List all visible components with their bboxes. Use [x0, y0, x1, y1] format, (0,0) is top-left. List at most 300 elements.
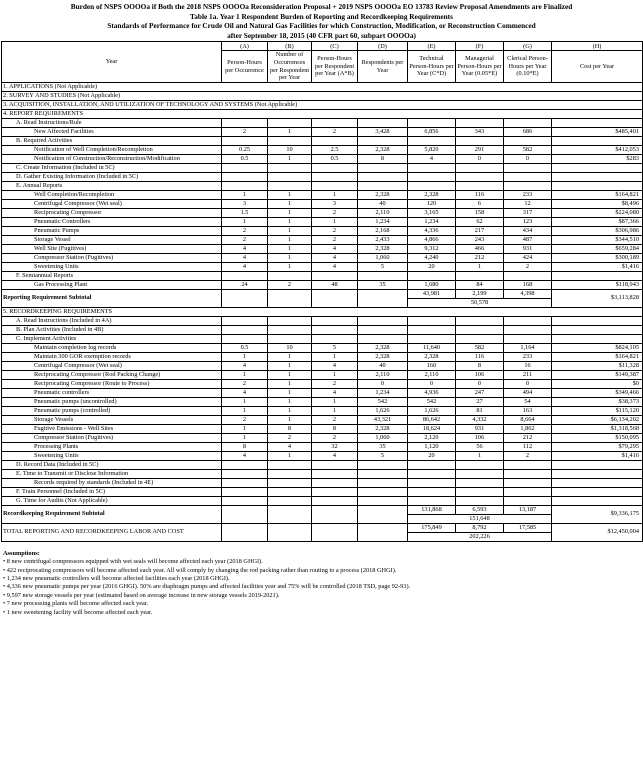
- cell-value: 4,936: [408, 388, 456, 397]
- row-label: A. Read Instructions (Included in 4A): [2, 316, 222, 325]
- cell-value: 123: [504, 217, 552, 226]
- cell-value: 3: [222, 199, 268, 208]
- cell-value: [268, 136, 312, 145]
- table-subtitle-2: after September 18, 2015 (40 CFR part 60, subpart OOOOa): [227, 30, 416, 40]
- empty-cell: [358, 505, 408, 523]
- cell-value: 10: [268, 343, 312, 352]
- cell-value: 2: [312, 235, 358, 244]
- subtotal-row: [2, 523, 643, 532]
- cell-value: 0: [456, 379, 504, 388]
- cell-value: [504, 136, 552, 145]
- cell-value: 211: [504, 370, 552, 379]
- cell-value: [358, 118, 408, 127]
- cell-value: 1: [222, 424, 268, 433]
- cell-value: [504, 478, 552, 487]
- cell-value: 466: [456, 244, 504, 253]
- cell-value: 4: [312, 244, 358, 253]
- cell-value: 2: [312, 379, 358, 388]
- cell-value: 1: [268, 190, 312, 199]
- cell-value: 35: [358, 280, 408, 289]
- cell-value: [358, 271, 408, 280]
- cell-value: 0: [456, 154, 504, 163]
- cell-value: [408, 460, 456, 469]
- table-title: Table 1a. Year 1 Respondent Burden of Reporting and Recordkeeping Requirements: [190, 11, 453, 21]
- cell-value: 56: [456, 442, 504, 451]
- cell-value: 1: [268, 199, 312, 208]
- table-row: [2, 388, 643, 397]
- cell-value: [552, 334, 643, 343]
- empty-cell: [268, 523, 312, 541]
- cell-value: [312, 118, 358, 127]
- cell-value: 434: [504, 226, 552, 235]
- cell-value: 106: [456, 433, 504, 442]
- table-row: [2, 172, 643, 181]
- cell-value: 217: [456, 226, 504, 235]
- cell-value: [222, 460, 268, 469]
- cell-value: 5: [358, 262, 408, 271]
- year-header: Year: [2, 42, 222, 82]
- cell-value: 1: [312, 397, 358, 406]
- cell-value: [358, 478, 408, 487]
- cell-value: $164,821: [552, 190, 643, 199]
- row-label: Compressor Station (Fugitives): [2, 253, 222, 262]
- subtotal-technical: 175,849: [408, 523, 456, 532]
- cell-value: 1: [268, 397, 312, 406]
- cell-value: [222, 316, 268, 325]
- cell-value: 542: [358, 397, 408, 406]
- cell-value: [456, 487, 504, 496]
- table-row: [2, 442, 643, 451]
- subtotal-cost: $9,336,175: [552, 505, 643, 523]
- cell-value: 1: [312, 190, 358, 199]
- cell-value: 12: [504, 199, 552, 208]
- row-label: New Affected Facilities: [2, 127, 222, 136]
- row-label: Well Completion/Recompletion: [2, 190, 222, 199]
- row-label: B. Plan Activities (Included in 4B): [2, 325, 222, 334]
- cell-value: 212: [456, 253, 504, 262]
- cell-value: 0: [504, 154, 552, 163]
- table-row: [2, 82, 643, 91]
- cell-value: 0.5: [222, 343, 268, 352]
- cell-value: [552, 181, 643, 190]
- cell-value: [358, 181, 408, 190]
- cell-value: 291: [456, 145, 504, 154]
- row-label: Records required by standards (Included in 4E): [2, 478, 222, 487]
- cell-value: 3: [312, 199, 358, 208]
- cell-value: $79,295: [552, 442, 643, 451]
- cell-value: $8,496: [552, 199, 643, 208]
- table-row: [2, 181, 643, 190]
- cell-value: $344,510: [552, 235, 643, 244]
- cell-value: [312, 163, 358, 172]
- cell-value: [552, 163, 643, 172]
- cell-value: 2: [222, 415, 268, 424]
- subtotal-label: Reporting Requirement Subtotal: [2, 289, 222, 307]
- row-label: Sweetening Units: [2, 451, 222, 460]
- row-label: C. Create Information (Included in 5C): [2, 163, 222, 172]
- cell-value: 1,626: [358, 406, 408, 415]
- cell-value: [358, 460, 408, 469]
- cell-value: 4: [408, 154, 456, 163]
- cell-value: [312, 136, 358, 145]
- cell-value: [456, 271, 504, 280]
- cell-value: 2: [222, 226, 268, 235]
- cell-value: 160: [408, 361, 456, 370]
- subtotal-managerial: 8,792: [456, 523, 504, 532]
- cell-value: [456, 460, 504, 469]
- cell-value: [504, 334, 552, 343]
- cell-value: [504, 460, 552, 469]
- cell-value: [222, 163, 268, 172]
- cell-value: [222, 136, 268, 145]
- assumption-item: • 1 new sweetening facility will become affected each year.: [3, 608, 153, 616]
- cell-value: [552, 460, 643, 469]
- row-label: Fugitive Emissions - Well Sites: [2, 424, 222, 433]
- cell-value: 163: [504, 406, 552, 415]
- cell-value: 1: [222, 217, 268, 226]
- cell-value: 27: [456, 397, 504, 406]
- cell-value: 931: [456, 424, 504, 433]
- cell-value: [222, 181, 268, 190]
- cell-value: 487: [504, 235, 552, 244]
- subtotal-row: [2, 505, 643, 514]
- cell-value: [456, 334, 504, 343]
- cell-value: [504, 496, 552, 505]
- cell-value: $11,328: [552, 361, 643, 370]
- cell-value: 1: [268, 244, 312, 253]
- cell-value: 4,336: [408, 226, 456, 235]
- cell-value: 1: [268, 253, 312, 262]
- cell-value: [456, 316, 504, 325]
- cell-value: [268, 487, 312, 496]
- row-label: Centrifugal Compressor (Wet seal): [2, 361, 222, 370]
- col-letter-h: (H): [552, 42, 643, 51]
- cell-value: 2: [222, 235, 268, 244]
- cell-value: 116: [456, 352, 504, 361]
- cell-value: $349,466: [552, 388, 643, 397]
- cell-value: 2: [312, 433, 358, 442]
- assumption-item: • 7 new processing plants will become affected each year.: [3, 600, 149, 608]
- cell-value: [408, 469, 456, 478]
- cell-value: $1,416: [552, 262, 643, 271]
- cell-value: 3,428: [358, 127, 408, 136]
- cell-value: $38,373: [552, 397, 643, 406]
- col-name-g: Clerical Person-Hours per Year (0.10*E): [504, 51, 552, 82]
- cell-value: 106: [456, 370, 504, 379]
- table-row: [2, 433, 643, 442]
- cell-value: [408, 118, 456, 127]
- row-label: 3. ACQUISITION, INSTALLATION, AND UTILIZATION OF TECHNOLOGY AND SYSTEMS (Not Applicable): [2, 100, 643, 109]
- row-label: Compressor Station (Fugitives): [2, 433, 222, 442]
- cell-value: 2: [504, 451, 552, 460]
- cell-value: [552, 118, 643, 127]
- cell-value: 1: [312, 370, 358, 379]
- cell-value: [408, 496, 456, 505]
- table-row: [2, 118, 643, 127]
- cell-value: 18,624: [408, 424, 456, 433]
- cell-value: 81: [456, 406, 504, 415]
- cell-value: 2: [504, 262, 552, 271]
- cell-value: [268, 118, 312, 127]
- cell-value: 2: [268, 280, 312, 289]
- cell-value: 2,328: [358, 145, 408, 154]
- table-row: [2, 334, 643, 343]
- cell-value: 0.5: [312, 154, 358, 163]
- col-letter-f: (F): [456, 42, 504, 51]
- cell-value: 424: [504, 253, 552, 262]
- row-label: Reciprocating Compressor: [2, 208, 222, 217]
- row-label: Well Site (Fugitives): [2, 244, 222, 253]
- cell-value: 1: [268, 127, 312, 136]
- cell-value: 1: [222, 433, 268, 442]
- cell-value: [552, 469, 643, 478]
- cell-value: 212: [504, 433, 552, 442]
- row-label: A. Read Instructions/Rule: [2, 118, 222, 127]
- cell-value: $283: [552, 154, 643, 163]
- row-label: G. Time for Audits (Not Applicable): [2, 496, 222, 505]
- table-row: [2, 271, 643, 280]
- cell-value: 168: [504, 280, 552, 289]
- cell-value: 2: [312, 226, 358, 235]
- cell-value: [312, 496, 358, 505]
- cell-value: 2: [268, 433, 312, 442]
- cell-value: [268, 271, 312, 280]
- cell-value: [408, 163, 456, 172]
- empty-cell: [222, 523, 268, 541]
- row-label: 5. RECORDKEEPING REQUIREMENTS: [2, 307, 643, 316]
- cell-value: 1: [268, 406, 312, 415]
- table-row: [2, 361, 643, 370]
- cell-value: 1: [222, 352, 268, 361]
- cell-value: [552, 271, 643, 280]
- cell-value: [456, 325, 504, 334]
- cell-value: 8,664: [504, 415, 552, 424]
- cell-value: 6,856: [408, 127, 456, 136]
- cell-value: [268, 460, 312, 469]
- cell-value: 686: [504, 127, 552, 136]
- cell-value: [222, 487, 268, 496]
- cell-value: 1: [312, 352, 358, 361]
- cell-value: 1: [268, 208, 312, 217]
- document-title: Burden of NSPS OOOOa if Both the 2018 NSPS OOOOa Reconsideration Proposal + 2019 NSPS OOOOa EO 13783 Review Proposal Amendments are Finalized: [70, 2, 573, 11]
- row-label: F. Semiannual Reports: [2, 271, 222, 280]
- assumption-item: • 422 reciprocating compressors will become affected each year. All will comply by changing the rod packing rather than routing to a process (2018 GHGI).: [3, 566, 397, 574]
- row-label: D. Record Data (Included in 5C): [2, 460, 222, 469]
- cell-value: 4: [312, 361, 358, 370]
- cell-value: 0: [358, 379, 408, 388]
- row-label: Processing Plants: [2, 442, 222, 451]
- cell-value: 4: [222, 253, 268, 262]
- subtotal-clerical: 17,585: [504, 523, 552, 532]
- cell-value: [268, 496, 312, 505]
- col-name-d: Respondents per Year: [358, 51, 408, 82]
- table-row: [2, 190, 643, 199]
- cell-value: 48: [312, 280, 358, 289]
- cell-value: 1: [268, 235, 312, 244]
- cell-value: [504, 181, 552, 190]
- assumption-item: • 4,336 new pneumatic pumps per year (2016 GHGI). 50% are diaphragm pumps and affected facilities year and 75% will be controlled (2018 TSD, page 92-93).: [3, 583, 411, 591]
- cell-value: [504, 172, 552, 181]
- cell-value: 9,312: [408, 244, 456, 253]
- row-label: 1. APPLICATIONS (Not Applicable): [2, 82, 643, 91]
- subtotal-label: TOTAL REPORTING AND RECORDKEEPING LABOR AND COST: [2, 523, 222, 541]
- cell-value: 4: [312, 451, 358, 460]
- cell-value: [504, 469, 552, 478]
- cell-value: [358, 172, 408, 181]
- cell-value: 1: [268, 361, 312, 370]
- cell-value: 1: [222, 370, 268, 379]
- cell-value: 32: [312, 442, 358, 451]
- col-name-c: Person-Hours per Respondent per Year (A*B): [312, 51, 358, 82]
- subtotal-clerical: 13,187: [504, 505, 552, 514]
- cell-value: 2,433: [358, 235, 408, 244]
- cell-value: $412,053: [552, 145, 643, 154]
- cell-value: [456, 469, 504, 478]
- cell-value: $0: [552, 379, 643, 388]
- cell-value: 8: [312, 424, 358, 433]
- cell-value: 1: [268, 226, 312, 235]
- cell-value: 2: [312, 208, 358, 217]
- cell-value: 1,680: [408, 280, 456, 289]
- table-row: [2, 208, 643, 217]
- table-row: [2, 109, 643, 118]
- cell-value: 1: [268, 415, 312, 424]
- cell-value: [222, 172, 268, 181]
- cell-value: [268, 325, 312, 334]
- cell-value: $115,120: [552, 406, 643, 415]
- assumptions: [0, 550, 643, 617]
- cell-value: 1: [268, 370, 312, 379]
- empty-cell: [312, 505, 358, 523]
- table-row: [2, 487, 643, 496]
- col-name-a: Person-Hours per Occurrence: [222, 51, 268, 82]
- cell-value: 2,110: [358, 208, 408, 217]
- cell-value: [268, 163, 312, 172]
- row-label: Maintain completion log records: [2, 343, 222, 352]
- table-row: [2, 478, 643, 487]
- cell-value: [358, 334, 408, 343]
- table-row: [2, 154, 643, 163]
- cell-value: 120: [408, 199, 456, 208]
- table-row: [2, 244, 643, 253]
- cell-value: [312, 478, 358, 487]
- cell-value: [504, 271, 552, 280]
- cell-value: 4,240: [408, 253, 456, 262]
- cell-value: 247: [456, 388, 504, 397]
- cell-value: [268, 316, 312, 325]
- cell-value: [456, 163, 504, 172]
- row-label: Storage Vessel: [2, 235, 222, 244]
- table-row: [2, 235, 643, 244]
- row-label: Pneumatic pumps (uncontrolled): [2, 397, 222, 406]
- cell-value: [312, 316, 358, 325]
- cell-value: 4: [222, 451, 268, 460]
- cell-value: 62: [456, 217, 504, 226]
- cell-value: [504, 118, 552, 127]
- cell-value: [268, 172, 312, 181]
- cell-value: 6: [456, 199, 504, 208]
- row-label: F. Train Personnel (Included in 5C): [2, 487, 222, 496]
- cell-value: 931: [504, 244, 552, 253]
- cell-value: 2,328: [358, 244, 408, 253]
- table-row: [2, 460, 643, 469]
- cell-value: 5: [312, 343, 358, 352]
- cell-value: [312, 271, 358, 280]
- table-row: [2, 262, 643, 271]
- row-label: Reciprocating Compressor (Rod Packing Change): [2, 370, 222, 379]
- cell-value: [504, 316, 552, 325]
- cell-value: 20: [408, 262, 456, 271]
- cell-value: 0.5: [222, 154, 268, 163]
- cell-value: 233: [504, 352, 552, 361]
- cell-value: [408, 487, 456, 496]
- table-row: [2, 397, 643, 406]
- table-row: [2, 316, 643, 325]
- cell-value: [504, 325, 552, 334]
- col-name-f: Managerial Person-Hours per Year (0.05*E): [456, 51, 504, 82]
- table-row: [2, 145, 643, 154]
- column-letter-row: [2, 42, 643, 51]
- cell-value: [552, 316, 643, 325]
- document-header: [0, 0, 643, 40]
- cell-value: 1: [268, 388, 312, 397]
- cell-value: [312, 325, 358, 334]
- cell-value: 233: [504, 190, 552, 199]
- cell-value: [358, 316, 408, 325]
- cell-value: [552, 478, 643, 487]
- cell-value: [312, 460, 358, 469]
- table-row: [2, 406, 643, 415]
- row-label: B. Required Activities: [2, 136, 222, 145]
- cell-value: [222, 496, 268, 505]
- row-label: Pneumatic Pumps: [2, 226, 222, 235]
- cell-value: 4: [222, 262, 268, 271]
- cell-value: 1: [268, 379, 312, 388]
- cell-value: 1: [312, 217, 358, 226]
- cell-value: [222, 478, 268, 487]
- cell-value: $149,387: [552, 370, 643, 379]
- cell-value: 40: [358, 361, 408, 370]
- burden-table: [1, 41, 643, 541]
- cell-value: 84: [456, 280, 504, 289]
- subtotal-row: [2, 289, 643, 298]
- cell-value: [358, 325, 408, 334]
- table-subtitle: Standards of Performance for Crude Oil and Natural Gas Facilities for which Construction, Modification, or Reconstruction Commenced: [107, 21, 536, 31]
- cell-value: 1,060: [358, 433, 408, 442]
- cell-value: 40: [358, 199, 408, 208]
- table-row: [2, 253, 643, 262]
- cell-value: 0.25: [222, 145, 268, 154]
- cell-value: 158: [456, 208, 504, 217]
- subtotal-managerial: 2,199: [456, 289, 504, 298]
- cell-value: 1: [456, 451, 504, 460]
- cell-value: 243: [456, 235, 504, 244]
- cell-value: [312, 172, 358, 181]
- cell-value: 2,328: [358, 424, 408, 433]
- cell-value: $1,318,568: [552, 424, 643, 433]
- cell-value: [552, 172, 643, 181]
- row-label: 4. REPORT REQUIREMENTS: [2, 109, 643, 118]
- table-row: [2, 199, 643, 208]
- cell-value: 86,642: [408, 415, 456, 424]
- cell-value: 1,120: [408, 442, 456, 451]
- cell-value: $118,943: [552, 280, 643, 289]
- cell-value: [408, 136, 456, 145]
- subtotal-sum: 50,578: [408, 298, 552, 307]
- cell-value: 2,328: [408, 352, 456, 361]
- row-label: 2. SURVEY AND STUDIES (Not Applicable): [2, 91, 643, 100]
- cell-value: [552, 136, 643, 145]
